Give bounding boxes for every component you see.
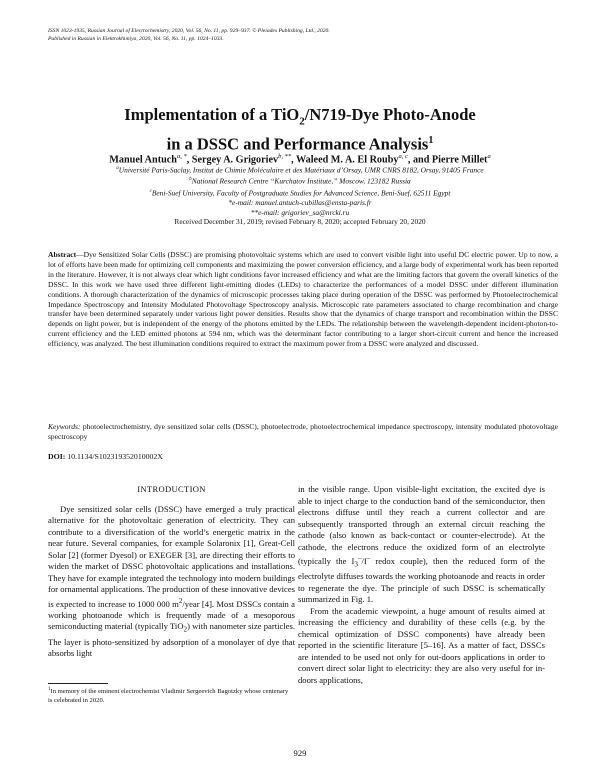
affiliations [40,164,560,227]
keywords-text: photoelectrochemistry, dye sensitized solar cells (DSSC), photoelectrode, photoelectrochemical impedance spectroscopy, intensity modulated photovoltage spectroscopy [48,422,558,441]
author-4-sup: a [487,153,491,160]
doi [48,452,558,461]
intro-p1-cont-b: /I [361,555,367,566]
paper-title [60,105,540,154]
right-column [298,484,545,686]
affiliation-a-sup: a [116,166,119,171]
section-heading-introduction: INTRODUCTION [137,484,206,494]
author-3-sup: a, c [398,153,408,160]
intro-p1-cont-sub: 3 [354,560,358,569]
intro-p1-sup: 2 [178,596,183,605]
affiliation-a-text: Université Paris-Saclay, Institut de Chimie Moléculaire et des Matériaux d’Orsay, UMR CNRS 8182, Orsay, 91405 France [118,165,484,175]
abstract [48,250,558,349]
keywords [48,422,558,442]
footnote-rule [48,683,108,684]
intro-p1-part-b: /year [4]. Most DSSCs contain a working photoanode which is frequently made of a mesoporous semiconducting material (typically TiO [48,598,295,632]
title-sub: 2 [299,115,305,128]
affiliation-b-text: National Research Centre “Kurchatov Institute,” Moscow, 123182 Russia [191,176,411,186]
affiliation-b-sup: b [189,177,192,183]
affiliation-a [40,164,560,175]
intro-paragraph-1 [48,504,295,660]
page-number: 929 [293,748,307,758]
author-2: , Sergey A. Grigoriev [186,154,279,166]
intro-p1-part-c: ) with nanometer size particles. The layer is photo-sensitized by adsorption of a monolayer of dye that absorbs light [48,621,295,659]
affiliation-c-sup: c [149,188,152,194]
author-1: Manuel Antuch [109,154,177,166]
journal-header-line2: Published in Russian in Elektrokhimiya, 2020, Vol. 56, No. 11, pp. 1024–1033. [48,35,224,42]
title-part1: Implementation of a TiO [124,105,300,124]
intro-paragraph-2: From the academic viewpoint, a huge amount of results aimed at increasing the efficiency and durability of these cells (e.g. by the chemical optimization of DSSC components) have already been reported in the scientific literature [5–16]. As a matter of fact, DSSCs are intended to be used not only for out-doors applications in order to convert direct solar light to electricity: they are also very useful for in-doors applications, [298,605,545,685]
email-2: **e-mail: grigoriev_sa@nrcki.ru [250,207,350,217]
affiliation-c-text: Beni-Suef University, Faculty of Postgraduate Studies for Advanced Science, Beni-Suef, 62511 Egypt [151,188,451,197]
abstract-label: Abstract [48,250,77,259]
author-4: , and Pierre Millet [407,154,488,166]
journal-header-line1: ISSN 1023-1935, Russian Journal of Electrochemistry, 2020, Vol. 56, No. 11, pp. 929–937. © Pleiades Publishing, Ltd., 2020. [48,28,330,34]
title-footnote-mark: 1 [428,135,434,147]
author-3: , Waleed M. A. El Rouby [291,154,399,166]
abstract-text: —Dye Sensitized Solar Cells (DSSC) are promising photovoltaic systems which are used to convert visible light into useful DC electric power. Up to now, a lot of efforts have been made for optimizing cell components and maximizing the power conversion efficiency, and a large body of experimental work has been reported in the literature. However, it is not always clear which light conditions favor increased efficiency and what are the limiting factors that govern the overall kinetics of the DSSC. In this work we have used three different light-emitting diodes (LEDs) to characterize the performances of a model DSSC under different illumination conditions. A thorough characterization of the dynamics of microscopic processes taking place during operation of the DSSC was performed by Photoelectrochemical Impedance Spectroscopy and Intensity Modulated Photovoltage Spectroscopy analysis. Microscopic rate parameters associated to charge recombination and charge transfer have been determined separately under various light power densities. Results show that the dynamics of charge transport and recombination within the DSSC depends on light power, but is independent of the energy of the photons emitted by the LEDs. The relationship between the wavelength-dependent incident-photon-to-current efficiency and the LED emitted photons at 594 nm, which was the determinant factor contributing to a larger short-circuit current and hence the increased efficiency, was analyzed. The best illumination conditions required to extract the maximum power from a DSSC were analyzed and discussed. [48,250,558,349]
intro-p1-cont-sup: – [357,554,362,562]
keywords-label: Keywords: [48,422,81,431]
author-1-sup: a, * [176,153,187,160]
author-2-sup: b, ** [278,153,292,160]
affiliation-b [40,175,560,186]
left-column [48,484,295,660]
intro-paragraph-1-cont [298,484,545,606]
doi-label: DOI: [48,452,66,461]
doi-value: 10.1134/S102319352010002X [65,452,163,461]
footnote [48,686,293,705]
intro-p1-cont-c: redox couple), then the reduced form of the electrolyte diffuses towards the working photoanode and reacts in order to regenerate the dye. The principle of such DSSC is schematically summarized in Fig. 1. [298,555,545,605]
intro-p1-cont-sup2: – [366,554,371,562]
affiliation-c [40,187,560,198]
email-1: *e-mail: manuel.antuch-cubillas@ensta-paris.fr [228,197,372,207]
footnote-text: In memory of the eminent electrochemist Vladimir Sergeevich Bagotzky whose centenary is celebrated in 2020. [48,688,289,704]
intro-p1-sub: 2 [183,626,188,635]
received-dates: Received December 31, 2019; revised February 8, 2020; accepted February 20, 2020 [174,217,426,227]
title-part2: /N719-Dye Photo-Anode [304,105,476,124]
journal-header [48,28,558,43]
title-line2: in a DSSC and Performance Analysis [166,134,429,154]
intro-p1-cont-a: in the visible range. Upon visible-light excitation, the excited dye is able to inject charge to the conduction band of the semiconductor, then electrons diffuse until they reach a current collector and are subsequently transported through an external circuit reaching the cathode (also known as back-contact or counter-electrode). At the cathode, the electrons reduce the oxidized form of an electrolyte (typically the I [298,484,545,566]
footnote-mark: 1 [48,687,51,692]
intro-p1-part-a: Dye sensitized solar cells (DSSC) have emerged a truly practical alternative for the photovoltaic generation of electricity. They can contribute to a diversification of the world’s energetic matrix in the near future. Several companies, for example Solaronix [1], Great-Cell Solar [2] (former Dyesol) or EXEGER [3], are directing their efforts to widen the market of DSSC photovoltaic applications and installations. They have for example integrated the technology into modern buildings for ornamental applications. The production of these innovative devices is expected to increase to 1000 000 m [48,503,295,609]
